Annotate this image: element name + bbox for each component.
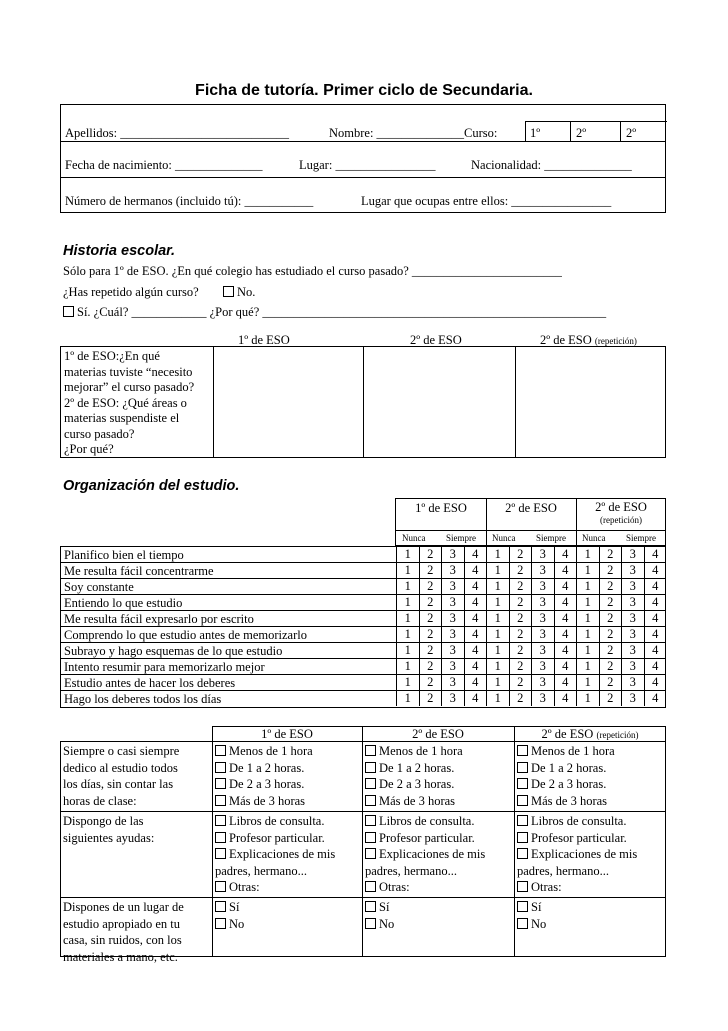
option-checkbox[interactable] <box>365 832 376 843</box>
scale-option[interactable]: 4 <box>554 659 577 674</box>
scale-option[interactable]: 4 <box>464 579 487 594</box>
scale-option[interactable]: 1 <box>576 579 599 594</box>
org-header: 1º de ESO 2º de ESO 2º de ESO (repetición) Nunca Siempre Nunca Siempre Nunca Siempre <box>395 498 666 546</box>
org-item-label: Soy constante <box>64 580 134 594</box>
scale-option[interactable]: 2 <box>419 659 442 674</box>
hab-options-col-1 <box>215 813 335 896</box>
scale-option[interactable]: 3 <box>441 563 464 578</box>
hab-col-3: 2º de ESO (repetición) <box>541 727 639 741</box>
scale-option[interactable]: 3 <box>621 627 644 642</box>
scale-option[interactable]: 3 <box>621 579 644 594</box>
scale-option[interactable]: 3 <box>531 675 554 690</box>
scale-option[interactable]: 1 <box>486 611 509 626</box>
scale-option[interactable]: 3 <box>441 547 464 562</box>
option-label: No <box>379 916 395 931</box>
option-checkbox[interactable] <box>215 832 226 843</box>
option-label: Explicaciones de mis <box>229 847 336 861</box>
option-label: Profesor particular. <box>379 830 475 845</box>
option-label: Explicaciones de mis <box>379 847 486 861</box>
scale-option[interactable]: 3 <box>531 579 554 594</box>
scale-option[interactable]: 1 <box>396 547 419 562</box>
scale-option[interactable]: 4 <box>464 675 487 690</box>
scale-option[interactable]: 2 <box>599 547 622 562</box>
repetido-question <box>63 285 255 300</box>
option-checkbox[interactable] <box>365 901 376 912</box>
scale-option[interactable]: 3 <box>531 547 554 562</box>
scale-option[interactable]: 4 <box>464 595 487 610</box>
scale-option[interactable]: 2 <box>599 691 622 706</box>
org-item-label: Comprendo lo que estudio antes de memorizarlo <box>64 628 307 642</box>
scale-option[interactable]: 4 <box>644 547 667 562</box>
option-checkbox[interactable] <box>365 815 376 826</box>
scale-option[interactable]: 4 <box>554 611 577 626</box>
lugar-field[interactable]: Lugar: ________________ <box>299 158 436 172</box>
org-item-label: Hago los deberes todos los días <box>64 692 222 706</box>
option-label: Otras: <box>229 880 260 894</box>
scale-option[interactable]: 2 <box>509 659 532 674</box>
option-label: Libros de consulta. <box>531 814 627 828</box>
option-label: Explicaciones de mis <box>531 847 638 861</box>
scale-option[interactable]: 1 <box>486 595 509 610</box>
option-checkbox[interactable] <box>517 918 528 929</box>
scale-option[interactable]: 3 <box>441 595 464 610</box>
org-col-3: 2º de ESO (repetición) <box>595 500 647 525</box>
scale-option[interactable]: 1 <box>486 659 509 674</box>
scale-option[interactable]: 3 <box>441 675 464 690</box>
hermanos-field[interactable]: Número de hermanos (incluido tú): ___________ <box>65 194 314 208</box>
option-label: Otras: <box>379 880 410 894</box>
curso-1[interactable]: 1º <box>530 126 541 140</box>
org-col-1: 1º de ESO <box>415 501 467 515</box>
scale-option[interactable]: 4 <box>464 691 487 706</box>
scale-option[interactable]: 1 <box>576 563 599 578</box>
historia-answer-2[interactable] <box>364 347 515 457</box>
org-table <box>60 546 666 708</box>
scale-option[interactable]: 2 <box>509 563 532 578</box>
option-label: Profesor particular. <box>229 830 325 845</box>
scale-option[interactable]: 3 <box>621 659 644 674</box>
colegio-question[interactable]: Sólo para 1º de ESO. ¿En qué colegio has estudiado el curso pasado? ________________________ <box>63 264 562 278</box>
scale-option[interactable]: 4 <box>464 563 487 578</box>
option-checkbox[interactable] <box>215 918 226 929</box>
table-row <box>61 627 665 643</box>
scale-option[interactable]: 1 <box>396 611 419 626</box>
scale-option[interactable]: 3 <box>441 627 464 642</box>
scale-option[interactable]: 1 <box>576 611 599 626</box>
hab-options-col-2 <box>365 813 485 896</box>
scale-option[interactable]: 1 <box>396 595 419 610</box>
scale-option[interactable]: 1 <box>486 627 509 642</box>
option-label: Otras: <box>531 880 562 894</box>
org-item-label: Entiendo lo que estudio <box>64 596 183 610</box>
option-checkbox[interactable] <box>517 795 528 806</box>
nacionalidad-field[interactable]: Nacionalidad: ______________ <box>471 158 632 172</box>
scale-option[interactable]: 3 <box>621 563 644 578</box>
scale-option[interactable]: 2 <box>419 643 442 658</box>
scale-option[interactable]: 3 <box>531 595 554 610</box>
option-checkbox[interactable] <box>215 815 226 826</box>
hab-options-col-1 <box>215 743 313 809</box>
scale-option[interactable]: 1 <box>486 675 509 690</box>
hab-q3: Dispones de un lugar de estudio apropiado en tu casa, sin ruidos, con los materiales a mano, etc. <box>63 900 184 964</box>
option-label: Sí <box>531 900 542 914</box>
option-checkbox[interactable] <box>517 848 528 859</box>
scale-option[interactable]: 4 <box>554 691 577 706</box>
scale-option[interactable]: 3 <box>441 643 464 658</box>
scale-option[interactable]: 4 <box>644 595 667 610</box>
hab-col-1: 1º de ESO <box>261 727 313 741</box>
org-item-label: Estudio antes de hacer los deberes <box>64 676 236 690</box>
scale-option[interactable]: 1 <box>576 691 599 706</box>
hist-col-1: 1º de ESO <box>238 333 290 347</box>
option-label: No <box>531 916 547 931</box>
scale-option[interactable]: 1 <box>396 659 419 674</box>
scale-option[interactable]: 1 <box>576 547 599 562</box>
scale-option[interactable]: 3 <box>441 691 464 706</box>
curso-2[interactable]: 2º <box>576 126 587 140</box>
nombre-field[interactable]: Nombre: ______________Curso: <box>329 126 498 140</box>
option-label: padres, hermano... <box>365 863 457 878</box>
scale-option[interactable]: 2 <box>419 611 442 626</box>
option-checkbox[interactable] <box>517 881 528 892</box>
scale-option[interactable]: 1 <box>396 675 419 690</box>
scale-option[interactable]: 3 <box>621 675 644 690</box>
scale-option[interactable]: 4 <box>464 659 487 674</box>
row-birth <box>61 142 665 178</box>
scale-option[interactable]: 1 <box>486 691 509 706</box>
hab-options-col-3 <box>517 899 546 932</box>
scale-option[interactable]: 3 <box>441 579 464 594</box>
checkbox-no[interactable] <box>223 286 234 297</box>
table-row <box>61 659 665 675</box>
option-checkbox[interactable] <box>215 901 226 912</box>
scale-option[interactable]: 2 <box>419 627 442 642</box>
personal-data-box <box>60 104 666 213</box>
scale-option[interactable]: 3 <box>531 691 554 706</box>
scale-option[interactable]: 2 <box>599 675 622 690</box>
option-label: Profesor particular. <box>531 830 627 845</box>
option-checkbox[interactable] <box>517 778 528 789</box>
option-checkbox[interactable] <box>365 881 376 892</box>
fecha-nacimiento-field[interactable]: Fecha de nacimiento: ______________ <box>65 158 263 172</box>
curso-options <box>525 121 667 142</box>
option-label: De 2 a 3 horas. <box>531 777 607 791</box>
lugar-hermanos-field[interactable]: Lugar que ocupas entre ellos: ________________ <box>361 194 612 208</box>
historia-answer-3[interactable] <box>516 347 665 457</box>
option-label: Menos de 1 hora <box>379 744 463 758</box>
scale-option[interactable]: 1 <box>576 595 599 610</box>
scale-option[interactable]: 2 <box>419 595 442 610</box>
scale-option[interactable]: 2 <box>509 675 532 690</box>
table-row <box>61 643 665 659</box>
row-name <box>61 105 665 142</box>
no-label: No. <box>236 285 256 299</box>
scale-option[interactable]: 4 <box>644 675 667 690</box>
option-checkbox[interactable] <box>215 881 226 892</box>
option-label: padres, hermano... <box>517 863 609 878</box>
option-checkbox[interactable] <box>215 762 226 773</box>
table-row <box>61 691 665 707</box>
checkbox-si[interactable] <box>63 306 74 317</box>
curso-3[interactable]: 2º <box>626 126 637 140</box>
option-label: Menos de 1 hora <box>531 744 615 758</box>
scale-option[interactable]: 4 <box>554 627 577 642</box>
scale-option[interactable]: 3 <box>621 691 644 706</box>
scale-option[interactable]: 2 <box>509 643 532 658</box>
option-label: De 2 a 3 horas. <box>379 777 455 791</box>
option-checkbox[interactable] <box>365 795 376 806</box>
habitos-table <box>60 716 666 964</box>
scale-option[interactable]: 2 <box>509 579 532 594</box>
scale-option[interactable]: 4 <box>554 563 577 578</box>
scale-option[interactable]: 3 <box>531 563 554 578</box>
scale-option[interactable]: 4 <box>644 579 667 594</box>
scale-option[interactable]: 1 <box>576 643 599 658</box>
table-row <box>61 579 665 595</box>
scale-option[interactable]: 1 <box>576 659 599 674</box>
org-item-label: Me resulta fácil expresarlo por escrito <box>64 612 254 626</box>
scale-option[interactable]: 4 <box>554 579 577 594</box>
page-title: Ficha de tutoría. Primer ciclo de Secundaria. <box>195 82 533 99</box>
hab-options-col-3 <box>517 743 615 809</box>
option-checkbox[interactable] <box>365 745 376 756</box>
repetido-label: ¿Has repetido algún curso? <box>63 285 199 299</box>
hab-q1: Siempre o casi siempre dedico al estudio todos los días, sin contar las horas de clase: <box>63 744 180 808</box>
scale-option[interactable]: 1 <box>396 579 419 594</box>
scale-option[interactable]: 2 <box>509 611 532 626</box>
scale-option[interactable]: 2 <box>419 675 442 690</box>
scale-option[interactable]: 1 <box>396 643 419 658</box>
table-row <box>61 563 665 579</box>
option-checkbox[interactable] <box>215 848 226 859</box>
scale-option[interactable]: 1 <box>396 627 419 642</box>
option-checkbox[interactable] <box>517 815 528 826</box>
scale-option[interactable]: 2 <box>599 659 622 674</box>
si-cual-field[interactable]: Sí. ¿Cuál? ____________ ¿Por qué? _______________________________________________________ <box>77 305 607 319</box>
scale-option[interactable]: 3 <box>531 659 554 674</box>
scale-option[interactable]: 4 <box>464 643 487 658</box>
option-checkbox[interactable] <box>365 918 376 929</box>
option-label: De 1 a 2 horas. <box>531 760 607 775</box>
repetido-si-line <box>63 305 606 320</box>
scale-option[interactable]: 3 <box>621 547 644 562</box>
table-row <box>61 675 665 691</box>
scale-option[interactable]: 3 <box>621 611 644 626</box>
scale-option[interactable]: 4 <box>464 611 487 626</box>
option-label: No <box>229 916 245 931</box>
org-item-label: Subrayo y hago esquemas de lo que estudio <box>64 644 283 658</box>
option-label: Más de 3 horas <box>379 793 456 808</box>
hab-col-2: 2º de ESO <box>412 727 464 741</box>
option-checkbox[interactable] <box>517 832 528 843</box>
historia-table <box>60 346 666 458</box>
option-checkbox[interactable] <box>365 762 376 773</box>
scale-option[interactable]: 3 <box>441 611 464 626</box>
hab-options-col-2 <box>365 743 463 809</box>
hab-q2: Dispongo de las siguientes ayudas: <box>63 814 155 845</box>
scale-option[interactable]: 4 <box>644 691 667 706</box>
scale-option[interactable]: 1 <box>486 643 509 658</box>
scale-option[interactable]: 2 <box>509 627 532 642</box>
option-checkbox[interactable] <box>365 848 376 859</box>
option-checkbox[interactable] <box>517 762 528 773</box>
option-checkbox[interactable] <box>215 795 226 806</box>
scale-option[interactable]: 1 <box>576 627 599 642</box>
scale-option[interactable]: 2 <box>599 627 622 642</box>
hab-options-col-1 <box>215 899 244 932</box>
scale-option[interactable]: 1 <box>576 675 599 690</box>
scale-option[interactable]: 3 <box>531 643 554 658</box>
scale-option[interactable]: 2 <box>599 579 622 594</box>
table-row <box>61 611 665 627</box>
option-checkbox[interactable] <box>215 745 226 756</box>
option-label: Más de 3 horas <box>531 793 608 808</box>
option-label: padres, hermano... <box>215 863 307 878</box>
scale-option[interactable]: 3 <box>621 643 644 658</box>
scale-option[interactable]: 1 <box>396 563 419 578</box>
hist-col-2: 2º de ESO <box>410 333 462 347</box>
option-label: Sí <box>229 900 240 914</box>
option-label: Libros de consulta. <box>229 814 325 828</box>
hab-options-col-2 <box>365 899 394 932</box>
scale-option[interactable]: 1 <box>396 691 419 706</box>
hab-options-col-3 <box>517 813 637 896</box>
scale-option[interactable]: 4 <box>644 627 667 642</box>
option-checkbox[interactable] <box>517 901 528 912</box>
org-item-label: Intento resumir para memorizarlo mejor <box>64 660 265 674</box>
scale-option[interactable]: 4 <box>644 643 667 658</box>
scale-option[interactable]: 2 <box>599 563 622 578</box>
org-item-label: Me resulta fácil concentrarme <box>64 564 214 578</box>
scale-option[interactable]: 3 <box>621 595 644 610</box>
option-label: De 1 a 2 horas. <box>229 760 305 775</box>
org-col-2: 2º de ESO <box>505 501 557 515</box>
scale-option[interactable]: 2 <box>509 691 532 706</box>
scale-option[interactable]: 4 <box>464 547 487 562</box>
scale-option[interactable]: 3 <box>531 611 554 626</box>
option-checkbox[interactable] <box>215 778 226 789</box>
scale-option[interactable]: 1 <box>486 547 509 562</box>
scale-option[interactable]: 4 <box>554 595 577 610</box>
scale-option[interactable]: 2 <box>509 595 532 610</box>
option-label: De 1 a 2 horas. <box>379 760 455 775</box>
option-label: De 2 a 3 horas. <box>229 777 305 791</box>
scale-option[interactable]: 4 <box>554 675 577 690</box>
historia-question: 1º de ESO:¿En qué materias tuviste “necesito mejorar” el curso pasado? 2º de ESO: ¿Qué áreas o materias suspendiste el curso pasado? ¿Por qué? <box>64 349 195 456</box>
scale-option[interactable]: 2 <box>599 611 622 626</box>
scale-option[interactable]: 2 <box>419 563 442 578</box>
apellidos-field[interactable]: Apellidos: ___________________________ <box>65 126 289 140</box>
row-siblings <box>61 178 665 214</box>
scale-option[interactable]: 3 <box>441 659 464 674</box>
historia-heading: Historia escolar. <box>63 243 176 259</box>
scale-option[interactable]: 2 <box>599 643 622 658</box>
option-label: Menos de 1 hora <box>229 744 313 758</box>
scale-option[interactable]: 4 <box>554 643 577 658</box>
hist-col-3: 2º de ESO (repetición) <box>540 333 637 347</box>
scale-option[interactable]: 4 <box>554 547 577 562</box>
scale-option[interactable]: 2 <box>509 547 532 562</box>
option-label: Más de 3 horas <box>229 793 306 808</box>
scale-option[interactable]: 4 <box>464 627 487 642</box>
scale-option[interactable]: 4 <box>644 611 667 626</box>
table-row <box>61 595 665 611</box>
table-row <box>61 547 665 563</box>
organizacion-heading: Organización del estudio. <box>63 478 240 494</box>
scale-option[interactable]: 2 <box>599 595 622 610</box>
scale-option[interactable]: 2 <box>419 691 442 706</box>
scale-option[interactable]: 4 <box>644 659 667 674</box>
historia-answer-1[interactable] <box>214 347 363 457</box>
scale-option[interactable]: 4 <box>644 563 667 578</box>
option-label: Sí <box>379 900 390 914</box>
scale-option[interactable]: 2 <box>419 579 442 594</box>
scale-option[interactable]: 1 <box>486 563 509 578</box>
scale-option[interactable]: 1 <box>486 579 509 594</box>
option-checkbox[interactable] <box>517 745 528 756</box>
scale-option[interactable]: 3 <box>531 627 554 642</box>
scale-option[interactable]: 2 <box>419 547 442 562</box>
option-label: Libros de consulta. <box>379 814 475 828</box>
option-checkbox[interactable] <box>365 778 376 789</box>
org-item-label: Planifico bien el tiempo <box>64 548 184 562</box>
